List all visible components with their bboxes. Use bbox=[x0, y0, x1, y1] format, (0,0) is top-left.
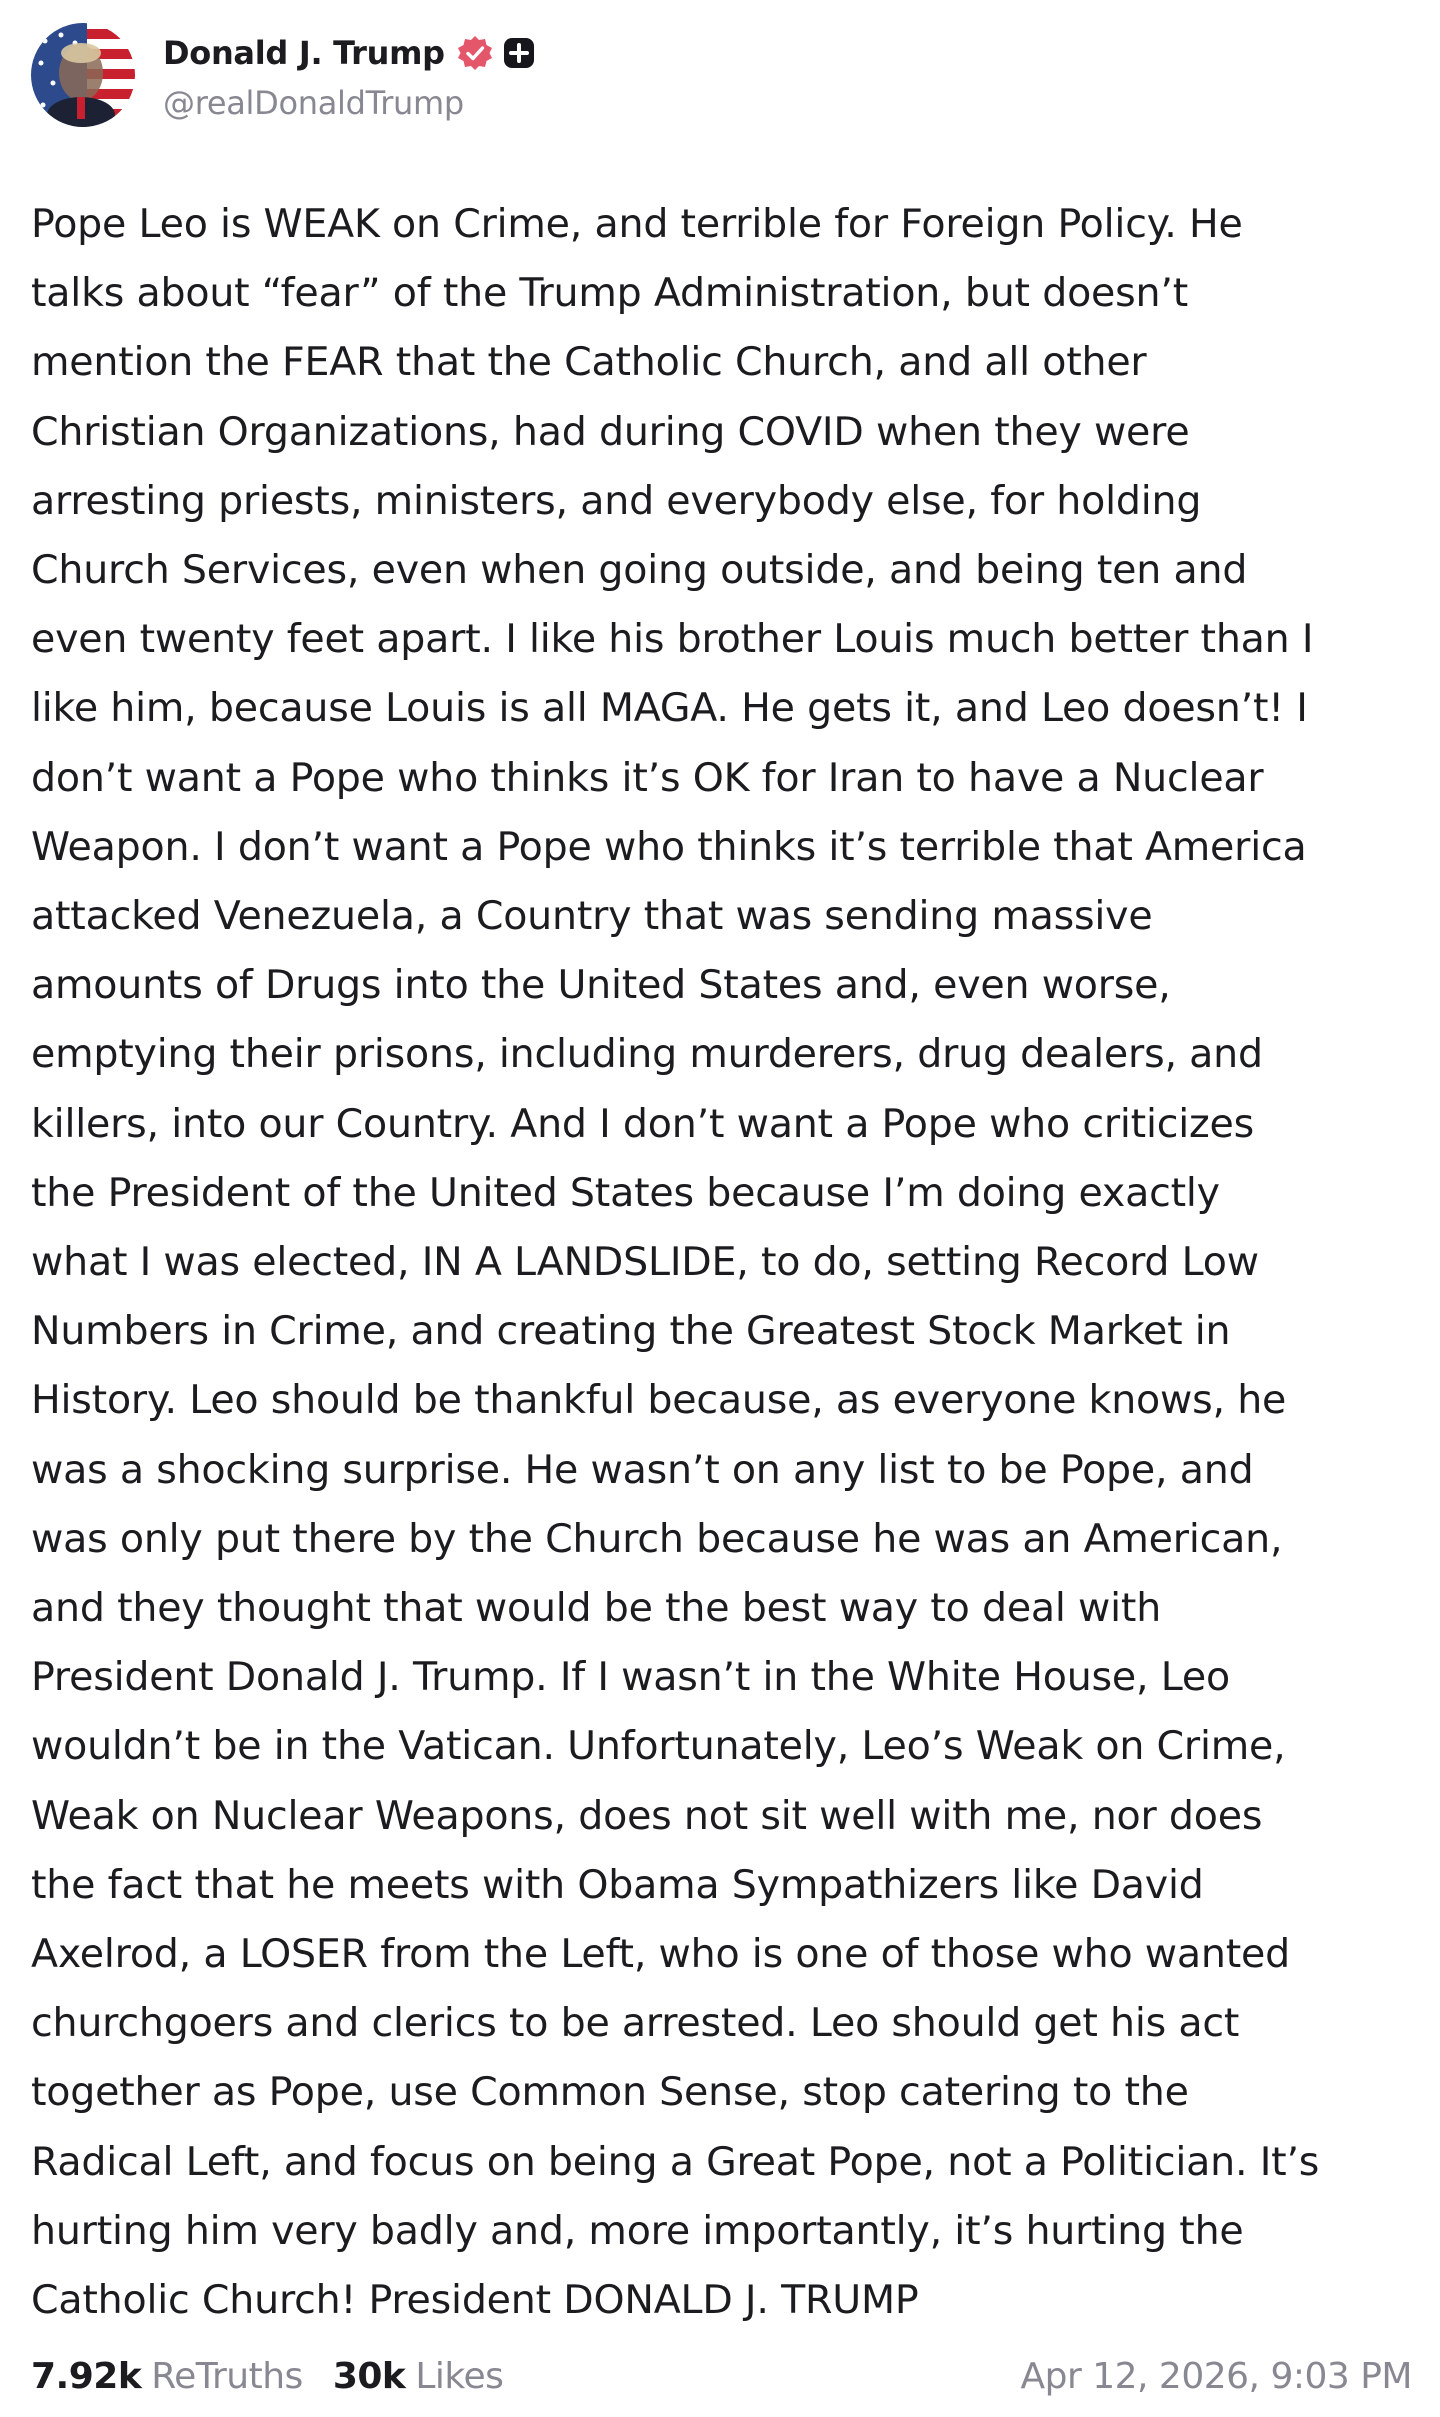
post-body-text: Pope Leo is WEAK on Crime, and terrible for Foreign Policy. He talks about “fear” of the Trump Administration, but doesn’t mention the FEAR that the Catholic Church, and all other Christian Organizations, had during COVID when they were arresting priests, ministers, and everybody else, for holding Church Services, even when going outside, and being ten and even twenty feet apart. I like his brother Louis much better than I like him, because Louis is all MAGA. He gets it, and Leo doesn’t! I don’t want a Pope who thinks it’s OK for Iran to have a Nuclear Weapon. I don’t want a Pope who thinks it’s terrible that America attacked Venezuela, a Country that was sending massive amounts of Drugs into the United States and, even worse, emptying their prisons, including murderers, drug dealers, and killers, into our Country. And I don’t want a Pope who criticizes the President of the United States because I’m doing exactly what I was elected, IN A LANDSLIDE, to do, setting Record Low Numbers in Crime, and creating the Greatest Stock Market in History. Leo should be thankful because, as everyone knows, he was a shocking surprise. He wasn’t on any list to be Pope, and was only put there by the Church because he was an American, and they thought that would be the best way to deal with President Donald J. Trump. If I wasn’t in the White House, Leo wouldn’t be in the Vatican. Unfortunately, Leo’s Weak on Crime, Weak on Nuclear Weapons, does not sit well with me, nor does the fact that he meets with Obama Sympathizers like David Axelrod, a LOSER from the Left, who is one of those who wanted churchgoers and clerics to be arrested. Leo should get his act together as Pope, use Common Sense, stop catering to the Radical Left, and focus on being a Great Pope, not a Politician. It’s hurting him very badly and, more importantly, it’s hurting the Catholic Church! President DONALD J. TRUMP bbox=[31, 201, 1320, 2324]
post-header bbox=[31, 20, 535, 130]
verified-badge-icon bbox=[457, 35, 493, 71]
post-footer bbox=[31, 2346, 1412, 2406]
retruths-count: 7.92k bbox=[31, 2355, 142, 2397]
retruths-stat[interactable] bbox=[31, 2356, 303, 2397]
author-names bbox=[163, 28, 535, 122]
author-avatar[interactable] bbox=[31, 23, 135, 127]
plus-badge-icon bbox=[503, 37, 535, 69]
retruths-label: ReTruths bbox=[151, 2355, 303, 2397]
post-timestamp[interactable]: Apr 12, 2026, 9:03 PM bbox=[1020, 2355, 1412, 2397]
author-name-row bbox=[163, 28, 535, 78]
likes-count: 30k bbox=[332, 2355, 406, 2397]
likes-stat[interactable] bbox=[333, 2356, 504, 2397]
author-display-name[interactable]: Donald J. Trump bbox=[163, 34, 445, 72]
author-handle[interactable]: @realDonaldTrump bbox=[163, 84, 464, 122]
likes-label: Likes bbox=[415, 2355, 504, 2397]
